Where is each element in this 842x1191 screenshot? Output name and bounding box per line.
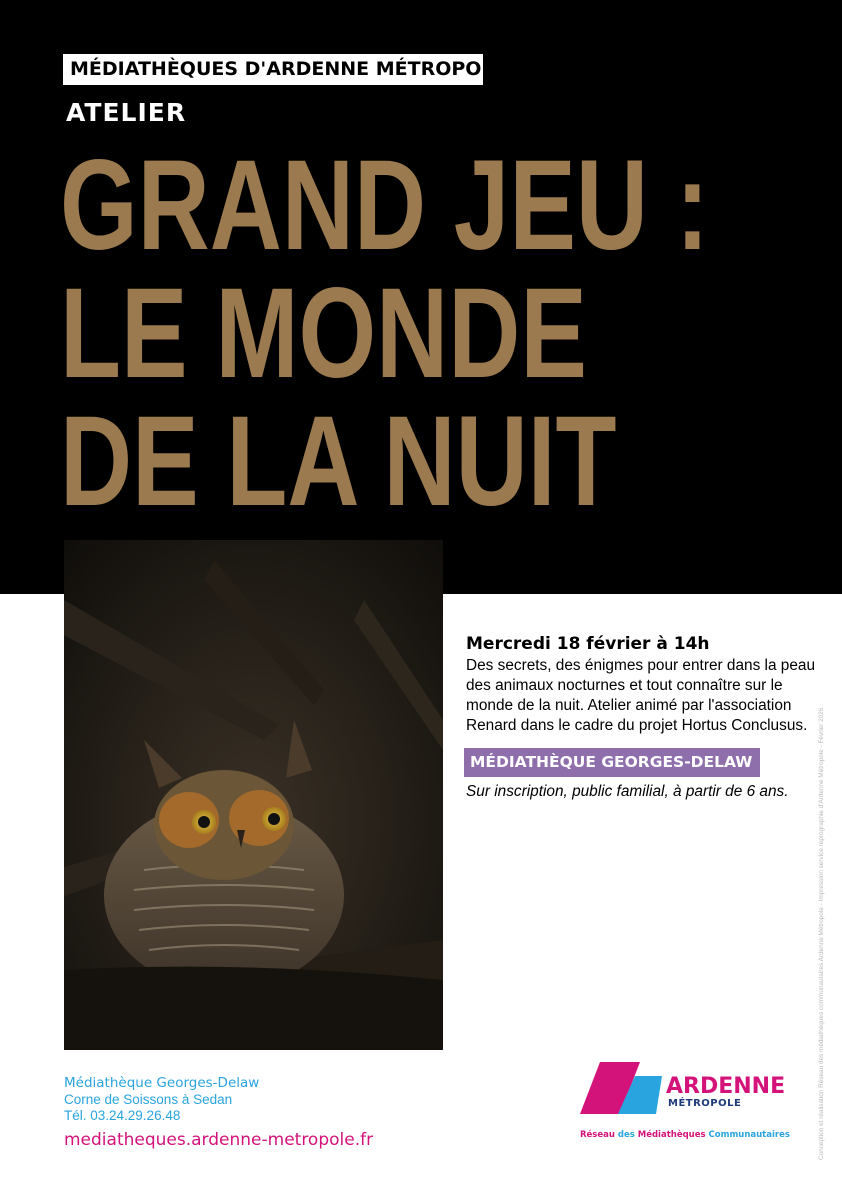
logo-tagline [580, 1130, 790, 1140]
title-line-1: GRAND JEU : [60, 134, 710, 277]
credit-line [818, 640, 830, 1160]
event-kicker: ATELIER [66, 98, 187, 127]
tagline-part: Communautaires [705, 1130, 790, 1140]
event-title [60, 134, 842, 533]
registration-note: Sur inscription, public familial, à partir de 6 ans. [466, 783, 789, 800]
venue-badge: MÉDIATHÈQUE GEORGES-DELAW [464, 748, 760, 777]
tagline-part: des [614, 1130, 638, 1140]
website-link[interactable]: mediatheques.ardenne-metropole.fr [64, 1130, 374, 1150]
organization-badge: MÉDIATHÈQUES D'ARDENNE MÉTROPOLE [63, 54, 483, 85]
owl-photo [64, 540, 443, 1050]
ardenne-metropole-logo [580, 1060, 800, 1145]
owl-illustration [64, 540, 443, 1050]
event-description: Des secrets, des énigmes pour entrer dans la peau des animaux nocturnes et tout connaître sur le monde de la nuit. Atelier animé par l'association Renard dans le cadre du projet Hortus Conclusus. [466, 657, 816, 734]
title-line-2: LE MONDE [60, 262, 587, 405]
contact-name: Médiathèque Georges-Delaw [64, 1075, 260, 1091]
title-line-3: DE LA NUIT [60, 390, 617, 533]
logo-word: ARDENNE [666, 1074, 786, 1099]
logo-sub: MÉTROPOLE [668, 1098, 742, 1109]
tagline-part: Réseau [580, 1130, 615, 1140]
contact-address: Corne de Soissons à Sedan [64, 1092, 233, 1107]
contact-block [64, 1075, 373, 1152]
credit-text: Conception et réalisation Réseau des médiathèques communautaires Ardenne Métropole - Impression service reprographie d'Ardenne Métropole - Février 2026 [818, 707, 825, 1160]
contact-phone[interactable]: Tél. 03.24.29.26.48 [64, 1108, 181, 1123]
event-date: Mercredi 18 février à 14h [466, 634, 710, 654]
tagline-part: Médiathèques [637, 1130, 706, 1140]
logo-mark-icon [580, 1062, 670, 1117]
event-info [466, 633, 816, 802]
